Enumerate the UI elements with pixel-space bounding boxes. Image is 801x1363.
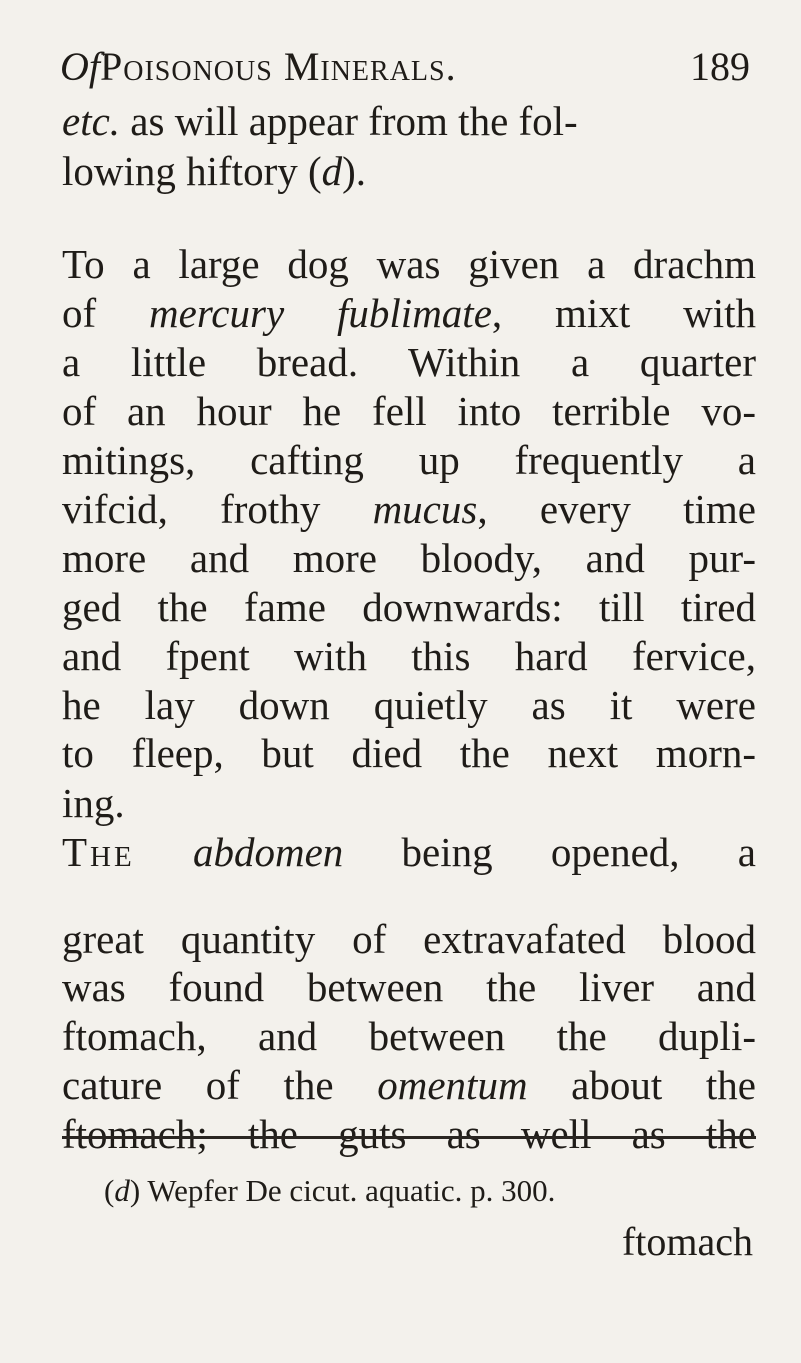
italic-etc: etc.: [62, 98, 121, 144]
catchword: ftomach: [621, 1219, 753, 1264]
running-head: [60, 38, 750, 96]
text-segment: about the: [527, 1062, 756, 1108]
italic-abdomen: abdomen: [134, 829, 344, 875]
text-line-16: great quantity of extravafated blood: [62, 916, 756, 962]
italic-omentum: omentum: [377, 1062, 528, 1108]
footnote-paren: (: [104, 1173, 115, 1208]
text-line-14: ing.: [62, 780, 125, 826]
italic-mercury-sublimate: mercury fublimate: [149, 290, 492, 336]
text-segment: vifcid, frothy: [62, 486, 373, 532]
footnote-paren: ): [129, 1173, 141, 1208]
footnote-rule: [62, 1136, 756, 1139]
small-caps-the: The: [62, 829, 135, 875]
text-segment: as will appear from the fol-: [120, 98, 578, 144]
text-line-09: more and more bloody, and pur-: [62, 535, 756, 581]
text-line-03: To a large dog was given a drachm: [62, 241, 756, 287]
running-head-of: Of: [60, 44, 100, 89]
text-line-05: a little bread. Within a quarter: [62, 339, 756, 385]
footnote-text: Wepfer De cicut. aquatic. p. 300.: [140, 1173, 556, 1208]
text-line-11: and fpent with this hard fervice,: [62, 633, 756, 679]
text-segment: of: [62, 290, 150, 336]
text-segment: , mixt with: [491, 290, 756, 336]
page-number: 189: [690, 44, 750, 89]
footnote-marker: d: [114, 1173, 130, 1208]
text-line-06: of an hour he fell into terrible vo-: [62, 388, 756, 434]
text-segment: cature of the: [62, 1062, 378, 1108]
text-line-20: ftomach; the guts as well as the: [62, 1111, 756, 1157]
text-segment: being opened, a: [343, 829, 756, 875]
text-line-13: to fleep, but died the next morn-: [62, 730, 756, 776]
running-head-title: Poisonous Minerals.: [100, 44, 457, 89]
text-line-12: he lay down quietly as it were: [62, 682, 756, 728]
text-segment: lowing hiftory (: [62, 148, 322, 194]
text-segment: ).: [342, 148, 367, 194]
text-line-07: mitings, cafting up frequently a: [62, 437, 756, 483]
text-line-18: ftomach, and between the dupli-: [62, 1013, 756, 1059]
footnote-reference: d: [321, 148, 343, 194]
italic-mucus: mucus: [372, 486, 478, 532]
text-line-15: [62, 820, 756, 884]
text-line-10: ged the fame downwards: till tired: [62, 584, 756, 630]
text-line-17: was found between the liver and: [62, 964, 756, 1010]
text-segment: , every time: [477, 486, 756, 532]
text-line-02: [62, 139, 366, 203]
footnote: [104, 1166, 555, 1216]
